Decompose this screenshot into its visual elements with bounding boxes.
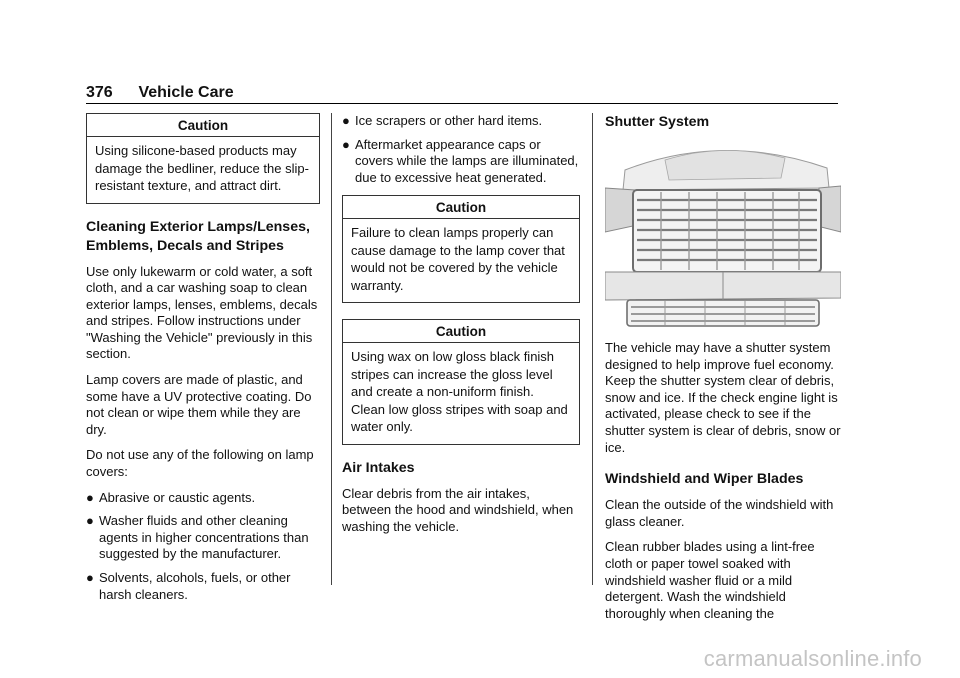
caution-text: Using wax on low gloss black finish stripes can increase the gloss level and create a non-uniform finish. Clean low gloss stripes with soap and water only.: [351, 349, 568, 435]
caution-box-wax-stripes: [342, 319, 580, 445]
paragraph-lamps-washing: Use only lukewarm or cold water, a soft cloth, and a car washing soap to clean exterior lamps, lenses, emblems, decals and stripes. Follow instructions under "Washing the Vehicle" previously in this section.: [86, 263, 318, 362]
heading-shutter-system: Shutter System: [605, 114, 710, 130]
paragraph-air-intakes: Clear debris from the air intakes, between the hood and windshield, when washing the vehicle.: [342, 485, 574, 535]
caution-title: Caution: [343, 196, 579, 219]
caution-title: Caution: [87, 114, 319, 137]
caution-box-lamp-warranty: [342, 195, 580, 303]
column-divider-2: [592, 113, 593, 585]
caution-title: Caution: [343, 320, 579, 343]
truck-grille-illustration: [605, 140, 841, 330]
header-rule: [86, 103, 838, 104]
heading-windshield-wiper-blades: Windshield and Wiper Blades: [605, 471, 804, 488]
bullet-list-prohibited: [86, 490, 320, 604]
bullet-icon: ●: [86, 489, 94, 505]
column-2: [342, 113, 580, 545]
caution-box-bedliner: [86, 113, 320, 204]
list-item: ● Solvents, alcohols, fuels, or other harsh cleaners.: [86, 570, 291, 602]
paragraph-shutter-system: The vehicle may have a shutter system designed to help improve fuel economy. Keep the shutter system clear of debris, snow and ice. If the check engine light is activated, please check to see if the shutter system is clear of debris, snow or ice.: [605, 340, 841, 455]
list-item: ● Washer fluids and other cleaning agents in higher concentrations than suggested by the manufacturer.: [86, 513, 309, 562]
paragraph-do-not-use: Do not use any of the following on lamp covers:: [86, 447, 314, 480]
heading-air-intakes: Air Intakes: [342, 459, 415, 476]
column-1: [86, 113, 320, 612]
list-item: ● Aftermarket appearance caps or covers while the lamps are illuminated, due to excessive heat generated.: [342, 136, 579, 185]
bullet-icon: ●: [86, 570, 94, 585]
bullet-icon: ●: [342, 136, 350, 152]
paragraph-lamp-covers: Lamp covers are made of plastic, and some have a UV protective coating. Do not clean or wipe them while they are dry.: [86, 372, 312, 437]
heading-cleaning-exterior-lamps: Cleaning Exterior Lamps/Lenses, Emblems, Decals and Stripes: [86, 218, 310, 254]
section-title: Vehicle Care: [138, 84, 234, 101]
bullet-icon: ●: [86, 513, 94, 529]
page-header: [86, 84, 234, 102]
caution-text: Using silicone-based products may damage the bedliner, reduce the slip-resistant texture, and attract dirt.: [95, 143, 309, 193]
list-item: ● Ice scrapers or other hard items.: [342, 113, 543, 128]
paragraph-rubber-blades: Clean rubber blades using a lint-free cloth or paper towel soaked with windshield washer fluid or a mild detergent. Wash the windshield thoroughly when cleaning the: [605, 539, 815, 621]
paragraph-windshield-clean: Clean the outside of the windshield with glass cleaner.: [605, 497, 834, 529]
bullet-list-continued: [342, 113, 580, 186]
bullet-icon: ●: [342, 113, 350, 128]
column-3: [605, 113, 841, 631]
list-item: ● Abrasive or caustic agents.: [86, 489, 256, 505]
caution-text: Failure to clean lamps properly can cause damage to the lamp cover that would not be covered by the vehicle warranty.: [351, 225, 565, 293]
column-divider-1: [331, 113, 332, 585]
watermark: carmanualsonline.info: [703, 646, 922, 671]
page-number: 376: [86, 84, 113, 101]
